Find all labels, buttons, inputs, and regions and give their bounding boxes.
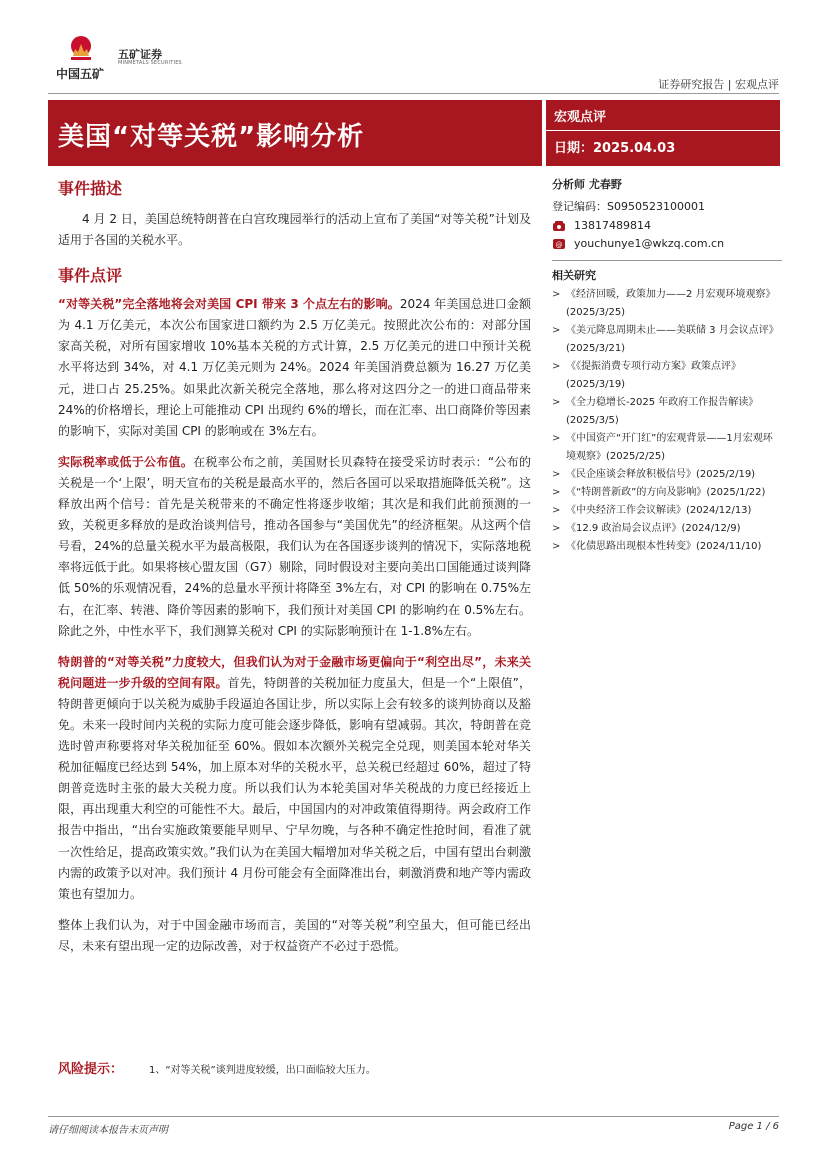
analyst-phone (552, 219, 782, 232)
arrow-icon: > (552, 397, 561, 408)
analyst-registration (552, 198, 782, 214)
arrow-icon: > (552, 325, 561, 336)
arrow-icon: > (552, 469, 561, 480)
comment-p3-body: 首先，特朗普的关税加征力度虽大，但是一个“上限值”，特朗普更倾向于以关税为威胁手段逼迫各国让步，所以实际上会有较多的谈判协商以及豁免。未来一段时间内关税的实际力度可能会逐步降低，影响有望减弱。其次，特朗普在竞选时曾声称要将对华关税加征至 60%。假如本次额外关税完全兑现，则美国本轮对华关税加征幅度已经达到 54%，加上原本对华的关税水平，总关税已经超过 60%，超过了特朗普竞选时主张的最大关税力度。所以我们认为本轮美国对华关税战的力度已经接近上限，再出现重大利空的可能性不大。最后，中国国内的对冲政策值得期待。两会政府工作报告中指出，“出台实施政策要能早则早、宁早勿晚，与各种不确定性抢时间，看准了就一次性给足，提高政策实效。”我们认为在美国大幅增加对华关税之后，中国有望出台刺激内需的政策予以对冲。我们预计 4 月份可能会有全面降准出台，刺激消费和地产等内需政策也有望加力。 (58, 675, 531, 901)
comment-p3-highlight: 特朗普的“对等关税”力度较大，但我们认为对于金融市场更偏向于“利空出尽”，未来关税问题进一步升级的空间有限。 (58, 654, 531, 690)
comment-p1-body: 2024 年美国总进口金额为 4.1 万亿美元，本次公布国家进口额约为 2.5 万亿美元。按照此次公布的：对部分国家高关税，对所有国家增收 10%基本关税的方式计算，2.5 万亿美元的进口中预计关税水平将达到 34%，对 4.1 万亿美元则为 24%。2024 年美国消费总额为 16.27 万亿美元，进口占 25.25%。如果此次新关税完全落地，那么将对这四分之一的进口商品带来 24%的价格增长，理论上可能推动 CPI 出现约 6%的增长，而在汇率、出口商降价等因素的影响下，实际对美国 CPI 的影响或在 3%左右。 (58, 297, 532, 438)
report-category: 宏观点评 (554, 110, 607, 125)
date-label: 日期： (554, 141, 594, 156)
comment-paragraph-2 (58, 452, 531, 642)
page-number: Page 1 / 6 (728, 1121, 779, 1132)
arrow-icon: > (552, 289, 561, 300)
related-item[interactable]: > 《《提振消费专项行动方案》政策点评》(2025/3/19) (552, 358, 782, 394)
company-emblem-icon (66, 34, 96, 62)
page-title: 美国“对等关税”影响分析 (58, 122, 365, 152)
sidebar (552, 176, 782, 556)
comment-paragraph-3 (58, 652, 531, 905)
comment-p2-body: 在税率公布之前，美国财长贝森特在接受采访时表示：“公布的关税是一个‘上限’，明天宣布的关税是最高水平的，然后各国可以采取措施降低关税”。这释放出两个信号：首先是关税带来的不确定性将逐步收缩；其次是和我们此前预测的一致，关税更多释放的是政治谈判信号，推动各国参与“美国优先”的经济框架。从这两个信号看，24%的总量关税水平为最高极限，我们认为在各国逐步谈判的情况下，实际落地税率将远低于此。如果将核心盟友国（G7）剔除，同时假设对主要向美出口国能通过谈判降低 50%的乐观情况看，24%的总量水平预计将降至 3%左右，对 CPI 的影响在 0.75%左右，在汇率、转港、降价等因素的影响下，我们预计对美国 CPI 的影响约在 0.5%左右。除此之外，中性水平下，我们测算关税对 CPI 的实际影响预计在 1-1.8%左右。 (58, 454, 531, 638)
logo-sub-text: 五矿证券 (118, 48, 162, 61)
report-date (554, 137, 675, 156)
risk-warning (58, 1058, 376, 1077)
arrow-icon: > (552, 433, 561, 444)
risk-label: 风险提示： (58, 1062, 124, 1077)
related-research-list (552, 286, 782, 556)
related-item[interactable]: > 《中央经济工作会议解读》(2024/12/13) (552, 502, 782, 520)
side-banner-divider (546, 130, 780, 131)
related-item[interactable]: > 《“特朗普新政”的方向及影响》(2025/1/22) (552, 484, 782, 502)
svg-text:@: @ (555, 240, 563, 249)
related-item[interactable]: > 《民企座谈会释放积极信号》(2025/2/19) (552, 466, 782, 484)
company-logo (56, 34, 206, 84)
comment-section-title: 事件点评 (58, 266, 123, 286)
registration-label: 登记编码： (552, 200, 607, 213)
event-paragraph: 4 月 2 日，美国总统特朗普在白宫玫瑰园举行的活动上宣布了美国“对等关税”计划及适用于各国的关税水平。 (58, 212, 531, 248)
arrow-icon: > (552, 505, 561, 516)
related-item[interactable]: > 《中国资产“开门红”的宏观背景——1月宏观环境观察》(2025/2/25) (552, 430, 782, 466)
side-banner (546, 100, 780, 166)
analyst-name: 分析师 尤春野 (552, 178, 622, 191)
date-value: 2025.04.03 (593, 141, 676, 156)
phone-icon (552, 220, 566, 232)
arrow-icon: > (552, 361, 561, 372)
related-item[interactable]: > 《美元降息周期未止——美联储 3 月会议点评》(2025/3/21) (552, 322, 782, 358)
comment-p2-highlight: 实际税率或低于公布值。 (58, 454, 194, 469)
analyst-email (552, 237, 782, 250)
registration-number: S0950523100001 (607, 200, 705, 213)
related-item[interactable]: > 《化债思路出现根本性转变》(2024/11/10) (552, 538, 782, 556)
logo-sub-en-text: MINMETALS SECURITIES (118, 60, 182, 66)
related-item[interactable]: > 《全力稳增长-2025 年政府工作报告解读》(2025/3/5) (552, 394, 782, 430)
arrow-icon: > (552, 487, 561, 498)
arrow-icon: > (552, 541, 561, 552)
comment-paragraph-1 (58, 294, 531, 442)
related-research-title: 相关研究 (552, 260, 782, 283)
event-section-title: 事件描述 (58, 179, 123, 198)
footer-disclaimer: 请仔细阅读本报告末页声明 (48, 1125, 168, 1136)
related-item[interactable]: > 《经济回暖，政策加力——2 月宏观环境观察》(2025/3/25) (552, 286, 782, 322)
title-banner (48, 100, 542, 166)
related-item[interactable]: > 《12.9 政治局会议点评》(2024/12/9) (552, 520, 782, 538)
footer-divider (48, 1116, 779, 1117)
report-type-label: 证券研究报告 | 宏观点评 (658, 78, 779, 91)
comment-paragraph-4: 整体上我们认为，对于中国金融市场而言，美国的“对等关税”利空虽大，但可能已经出尽，未来有望出现一定的边际改善，对于权益资产不必过于恐慌。 (58, 917, 531, 953)
risk-text: 1、“对等关税”谈判进度较缓，出口面临较大压力。 (149, 1065, 376, 1076)
arrow-icon: > (552, 523, 561, 534)
comment-p1-highlight: “对等关税”完全落地将会对美国 CPI 带来 3 个点左右的影响。 (58, 297, 400, 312)
header-divider (48, 93, 779, 94)
main-content (58, 176, 531, 957)
logo-cn-text: 中国五矿 (56, 67, 105, 81)
phone-number: 13817489814 (574, 219, 651, 232)
email-address[interactable]: youchunye1@wkzq.com.cn (574, 237, 725, 250)
email-icon (552, 238, 566, 250)
